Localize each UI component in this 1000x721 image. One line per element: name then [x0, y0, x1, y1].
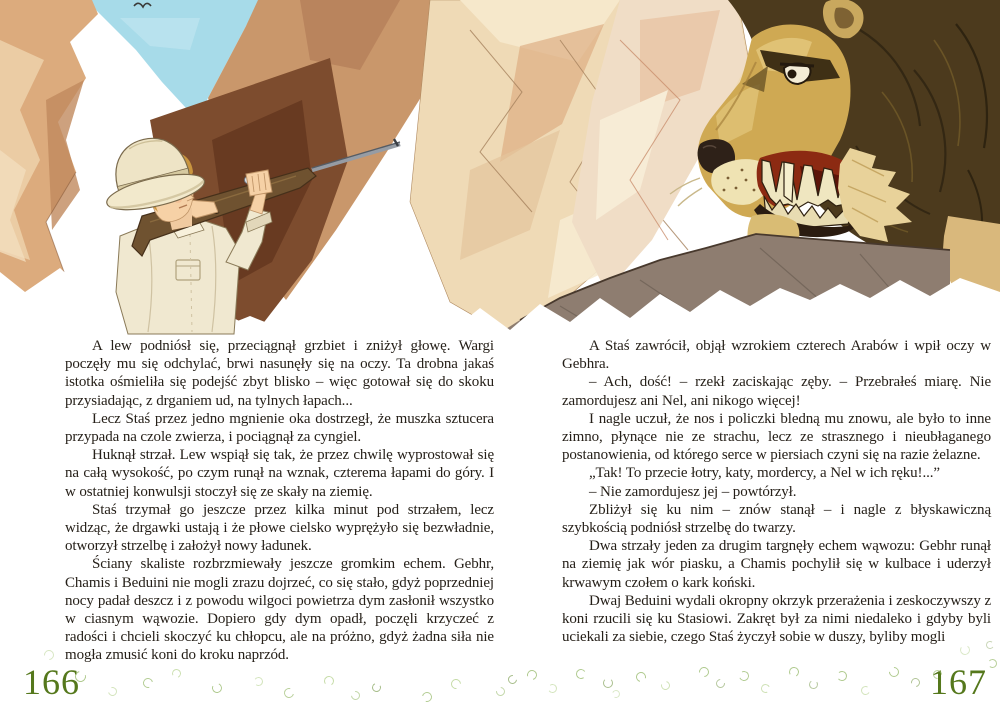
circle-doodle: [887, 665, 901, 679]
circle-doodle: [988, 659, 998, 669]
paragraph: A lew podniósł się, przeciągnął grzbiet i zniżył głowę. Wargi poczęły mu się odchylać, brwi nasunęły się na oczy. Ta drobna jakaś istotka ośmieliła się podejść zbyt blisko – więc gotował się do skoku przysiadając, z drganiem ud, na tylnych łapach...: [65, 338, 494, 409]
circle-doodle: [603, 678, 613, 688]
paragraph: Dwaj Beduini wydali okropny okrzyk przerażenia i zeskoczywszy z koni rzucili się ku Stasiowi. Zakręt był za nimi niedaleko i gdyby byli uciekali za siebie, czego Staś życzył sobie w duszy, byliby mogli: [562, 592, 991, 646]
circle-doodle: [506, 673, 519, 686]
paragraph: I nagle uczuł, że nos i policzki bledną mu znowu, ale było to inne zimno, płynące nie ze strachu, lecz ze strasznego i nieubłaganego postanowienia, od którego serce w piersiach czyni się na razie żelazne.: [562, 410, 991, 464]
circle-doodle: [171, 668, 183, 680]
paragraph: Dwa strzały jeden za drugim targnęły echem wąwozu: Gebhr runął na ziemię jak wór piasku, a Chamis pochylił się w kulbace i uderzył krwawym czołem o kark koński.: [562, 538, 991, 591]
circle-doodle: [808, 679, 818, 689]
circle-doodle: [323, 675, 335, 687]
circle-doodle: [697, 665, 711, 679]
circle-doodle: [141, 676, 155, 690]
circle-doodle: [420, 690, 434, 704]
circle-doodle: [349, 689, 362, 702]
canyon-rocks-left: [0, 0, 98, 302]
circle-doodle: [860, 685, 871, 696]
circle-doodle: [837, 671, 848, 682]
circle-doodle: [659, 679, 671, 691]
circle-doodle: [282, 686, 296, 700]
circle-doodle: [714, 677, 727, 690]
circle-doodle: [760, 683, 772, 695]
circle-doodle: [788, 666, 800, 678]
illustration-svg: [0, 0, 1000, 336]
paragraph: A Staś zawrócił, objął wzrokiem czterech Arabów i wpił oczy w Gebhra.: [562, 338, 991, 373]
paragraph: Zbliżył się ku nim – znów stanął – i nagle z błyskawiczną szybkością podniósł strzelbę do twarzy.: [562, 501, 991, 537]
paragraph: – Ach, dość! – rzekł zaciskając zęby. – Przebrałeś miarę. Nie zamordujesz ani Nel, ani nikogo więcej!: [562, 374, 991, 409]
page-167-text: [562, 337, 991, 646]
circle-doodle: [371, 682, 383, 694]
paragraph: Lecz Staś przez jedno mgnienie oka dostrzegł, że muszka sztucera przypada na czole zwierza, i pociągnął za cyngiel.: [65, 410, 494, 446]
page-number-left: 166: [23, 662, 80, 702]
circle-doodle: [575, 668, 587, 680]
paragraph: „Tak! To przecie łotry, katy, mordercy, a Nel w ich ręku!...”: [589, 465, 940, 482]
page-number-right: 167: [930, 662, 987, 702]
circle-doodle: [547, 683, 557, 693]
paragraph: Staś trzymał go jeszcze przez kilka minut pod strzałem, lecz widząc, że drgawki ustają i że płowe cielsko wyprężyło się bezwładnie, otworzył strzelbę i założył nowy ładunek.: [65, 501, 494, 555]
circle-doodle: [525, 668, 539, 682]
illustration: [0, 0, 1000, 336]
circle-doodle: [738, 670, 751, 683]
circle-doodle: [634, 670, 648, 684]
circle-doodle: [106, 685, 118, 697]
circle-doodle: [211, 682, 224, 695]
paragraph: – Nie zamordujesz jej – powtórzył.: [589, 483, 797, 500]
page-166-text: [65, 337, 494, 665]
paragraph: Ściany skaliste rozbrzmiewały jeszcze gromkim echem. Gebhr, Chamis i Beduini nie mogli zrazu dojrzeć, co się stało, gdyż poprzedniej nocy padał deszcz i z powodu wilgoci powietrza dym zasłonił wszystko w ciasnym wąwozie. Dopiero gdy dym opadł, poczęli krzyczeć z radości i chcieli skoczyć ku chłopcu, ale na próżno, gdyż żadna siła nie mogła zmusić koni do kroku naprzód.: [65, 556, 494, 664]
circle-doodle: [611, 689, 621, 699]
circle-doodle: [42, 648, 56, 662]
circle-doodle: [494, 685, 507, 698]
circle-doodle: [449, 677, 463, 691]
circle-doodle: [909, 676, 922, 689]
paragraph: Huknął strzał. Lew wspiął się tak, że przez chwilę wyprostował się na całą wysokość, po czym runął na wznak, czterema łapami do góry. I w ostatniej konwulsji stoczył się ze skały na ziemię.: [65, 447, 494, 500]
circle-doodle: [253, 676, 263, 686]
